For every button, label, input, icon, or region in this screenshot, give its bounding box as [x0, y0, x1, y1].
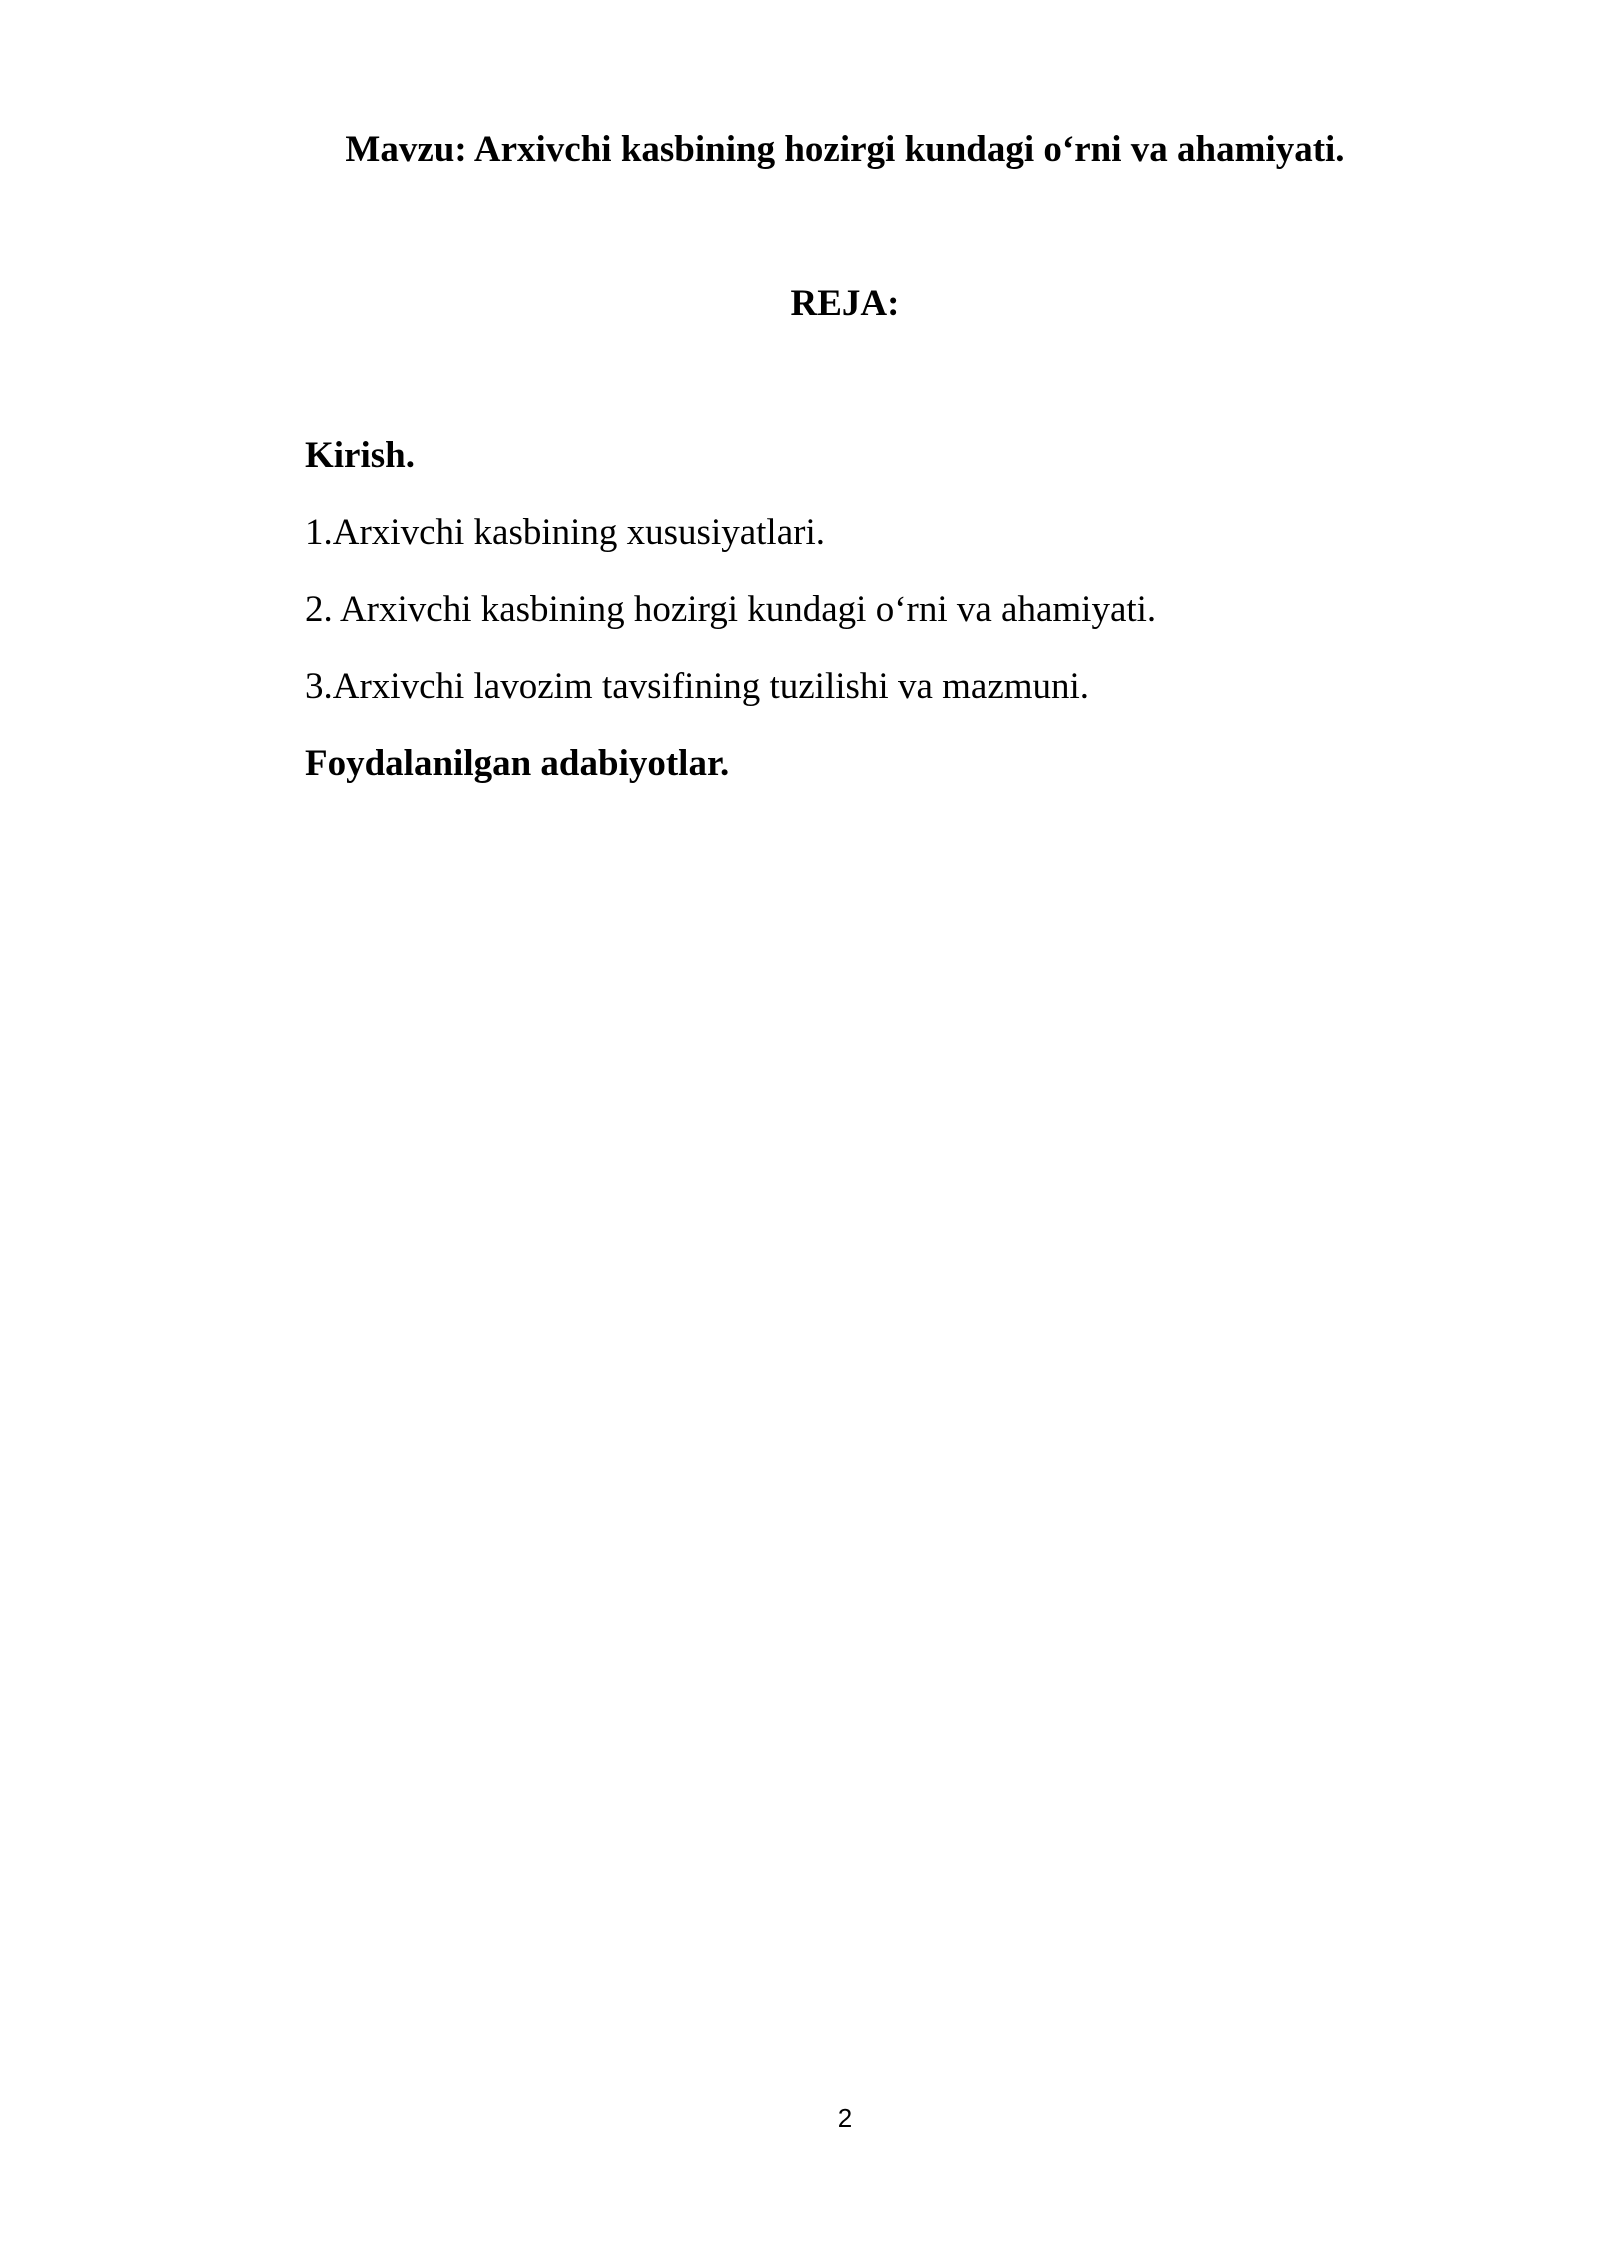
plan-item-2: 2. Arxivchi kasbining hozirgi kundagi o‘rni va ahamiyati. [305, 589, 1157, 630]
plan-item-introduction: Kirish. [305, 435, 415, 476]
plan-list [305, 432, 1156, 817]
page-number: 2 [837, 2103, 853, 2133]
plan-item-3: 3.Arxivchi lavozim tavsifining tuzilishi va mazmuni. [305, 666, 1090, 707]
plan-heading: REJA: [790, 283, 900, 324]
plan-item-1: 1.Arxivchi kasbining xususiyatlari. [305, 512, 825, 553]
document-title: Mavzu: Arxivchi kasbining hozirgi kundagi o‘rni va ahamiyati. [345, 129, 1345, 170]
plan-item-references: Foydalanilgan adabiyotlar. [305, 743, 730, 784]
